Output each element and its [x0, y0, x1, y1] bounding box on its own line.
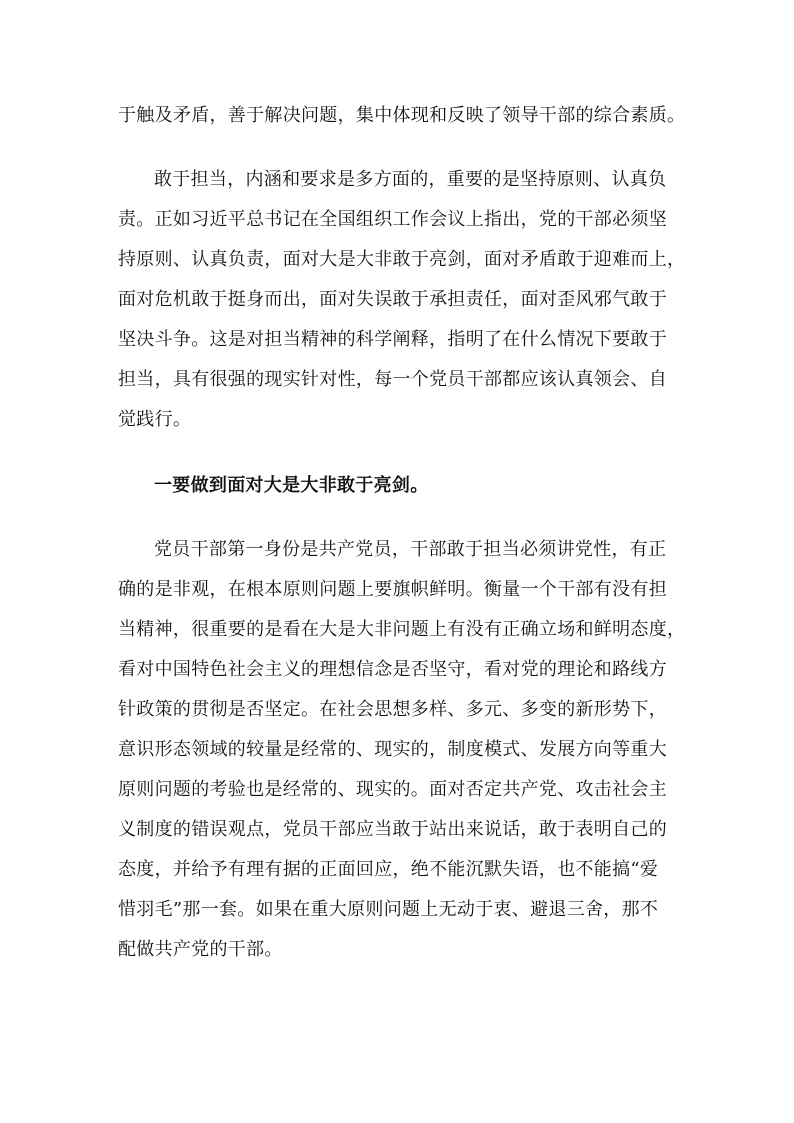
paragraph-line: 担当，具有很强的现实针对性，每一个党员干部都应该认真领会、自: [118, 369, 667, 390]
paragraph-line: 配做共产党的干部。: [118, 939, 283, 960]
section-heading: 一要做到面对大是大非敢于亮剑。: [154, 475, 429, 496]
paragraph-line: 看对中国特色社会主义的理想信念是否坚守，看对党的理论和路线方: [118, 659, 667, 680]
paragraph-line: 持原则、认真负责，面对大是大非敢于亮剑，面对矛盾敢于迎难而上，: [118, 249, 686, 270]
paragraph-line: 意识形态领域的较量是经常的、现实的，制度模式、发展方向等重大: [118, 739, 667, 760]
paragraph-line: 面对危机敢于挺身而出，面对失误敢于承担责任，面对歪风邪气敢于: [118, 289, 667, 310]
paragraph-line: 义制度的错误观点，党员干部应当敢于站出来说话，敢于表明自己的: [118, 819, 667, 840]
paragraph-line: 敢于担当，内涵和要求是多方面的，重要的是坚持原则、认真负: [154, 169, 667, 190]
paragraph-line: 责。正如习近平总书记在全国组织工作会议上指出，党的干部必须坚: [118, 209, 667, 230]
paragraph-line: 党员干部第一身份是共产党员，干部敢于担当必须讲党性，有正: [154, 539, 667, 560]
paragraph-line: 惜羽毛”那一套。如果在重大原则问题上无动于衷、避退三舍，那不: [118, 899, 659, 920]
paragraph-line: 态度，并给予有理有据的正面回应，绝不能沉默失语，也不能搞“爱: [118, 859, 659, 880]
paragraph-line: 觉践行。: [118, 409, 192, 430]
paragraph-line: 于触及矛盾，善于解决问题，集中体现和反映了领导干部的综合素质。: [118, 105, 686, 126]
paragraph-line: 确的是非观，在根本原则问题上要旗帜鲜明。衡量一个干部有没有担: [118, 579, 667, 600]
paragraph-line: 当精神，很重要的是看在大是大非问题上有没有正确立场和鲜明态度，: [118, 619, 686, 640]
paragraph-line: 针政策的贯彻是否坚定。在社会思想多样、多元、多变的新形势下，: [118, 699, 667, 720]
paragraph-line: 原则问题的考验也是经常的、现实的。面对否定共产党、攻击社会主: [118, 779, 667, 800]
paragraph-line: 坚决斗争。这是对担当精神的科学阐释，指明了在什么情况下要敢于: [118, 329, 667, 350]
